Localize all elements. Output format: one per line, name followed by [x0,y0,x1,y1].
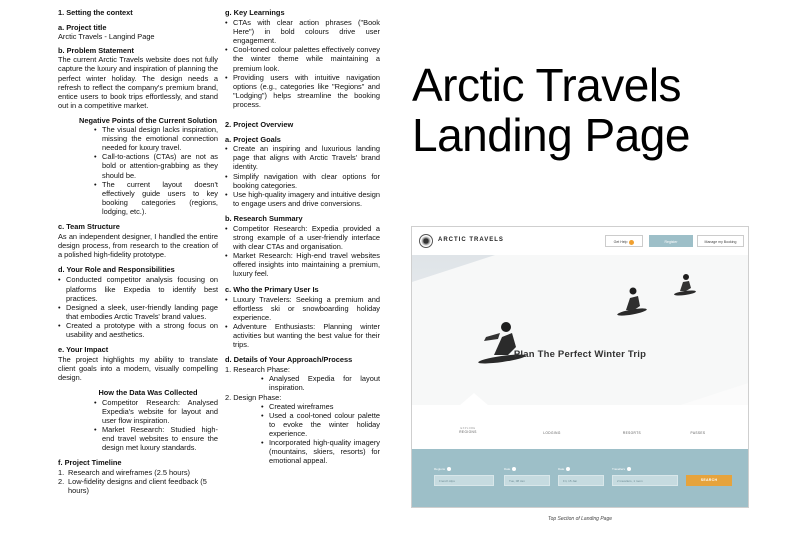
list-item: • Used a cool-toned colour palette to evoke the winter holiday experience. [261,411,380,438]
info-icon [566,467,570,471]
get-help-button[interactable]: Get Help [605,235,643,247]
landing-page-mockup [411,226,749,508]
negative-points-list [94,125,218,216]
timeline-heading: f. Project Timeline [58,458,122,468]
timeline-list [58,468,218,495]
role-list [58,275,218,339]
primary-user-list [225,295,380,350]
project-goals-list [225,144,380,208]
brand-logo-icon [419,234,433,248]
key-learnings-list [225,18,380,109]
list-item: • Created wireframes [261,402,380,411]
page-title-line-2: Landing Page [412,109,690,161]
list-item: • Adventure Enthusiasts: Planning winter activities but wanting the best value for their trips. [225,322,380,349]
negative-points-heading: Negative Points of the Current Solution [79,115,217,125]
section-2-heading: 2. Project Overview [225,120,294,130]
list-item: • Designed a sleek, user-friendly landing page that embodies Arctic Travels' brand values. [58,303,218,321]
snowboarder-figure-3 [670,269,700,299]
list-item: 2. Low-fidelity designs and client feedback (5 hours) [58,477,207,496]
date-from-input[interactable]: Tue, 08 Jan [504,475,550,486]
search-bar [412,449,748,508]
manage-booking-button[interactable]: Manage my Booking [697,235,744,247]
list-item: • Competitor Research: Expedia provided a strong example of a user-friendly interface with clear CTAs and organisation. [225,224,380,251]
impact-heading: e. Your Impact [58,345,109,355]
hero-image [412,255,748,405]
list-item: • Providing users with intuitive navigation options (e.g., categories like "Regions" and "Lodging") helps streamline the booking process. [225,73,380,109]
list-item: • Competitor Research: Analysed Expedia's website for layout and user flow inspiration. [94,398,218,425]
mockup-caption: Top Section of Landing Page [547,516,613,522]
travellers-input[interactable]: 2 travellers, 1 room [612,475,678,486]
research-phase-label: 1. Research Phase: [225,365,290,375]
approach-heading: d. Details of Your Approach/Process [225,355,353,365]
list-item: • Incorporated high-quality imagery (mountains, skiers, resorts) for emotional appeal. [261,438,380,465]
brand-name: ARCTIC TRAVELS [438,237,504,243]
date-to-input[interactable]: Fri, 15 Jan [558,475,604,486]
tab-regions[interactable]: EXPLORE REGIONS [459,427,477,434]
page-title-line-1: Arctic Travels [412,59,682,111]
list-item: • Use high-quality imagery and intuitive design to engage users and drive conversions. [225,190,380,208]
chat-icon [629,240,634,245]
role-heading: d. Your Role and Responsibilities [58,265,175,275]
section-1-heading: 1. Setting the context [58,8,133,17]
list-item: • The current layout doesn't effectively guide users to key booking categories (regions, lodging, etc.). [94,180,218,216]
design-phase-label: 2. Design Phase: [225,392,282,402]
list-item: • CTAs with clear action phrases ("Book Here") in bold colours drive user engagement. [225,18,380,45]
key-learnings-heading: g. Key Learnings [225,8,285,17]
team-structure-heading: c. Team Structure [58,221,120,231]
list-item: • Cool-toned colour palettes effectively convey the winter theme while maintaining a premium look. [225,45,380,72]
primary-user-heading: c. Who the Primary User Is [225,284,319,294]
search-button[interactable]: SEARCH [686,475,732,486]
list-item: • The visual design lacks inspiration, missing the emotional connection needed for luxury travel. [94,125,218,152]
list-item: • Market Research: Studied high-end travel websites to ensure the design met luxury standards. [94,425,218,452]
project-goals-heading: a. Project Goals [225,135,281,145]
list-item: • Call-to-actions (CTAs) are not as bold or attention-grabbing as they should be. [94,152,218,179]
tab-lodging[interactable]: LODGING [543,431,561,435]
regions-label: Regions [434,467,451,471]
list-item: • Luxury Travelers: Seeking a premium and effortless ski or snowboarding holiday experience. [225,295,380,322]
category-tabs [412,405,748,449]
page-title [412,60,792,160]
project-title-heading: a. Project title [58,23,107,33]
list-item: • Create an inspiring and luxurious landing page that aligns with Arctic Travels' brand identity. [225,144,380,171]
register-button[interactable]: Register [649,235,693,247]
date-from-label: Date [504,467,516,471]
list-item: • Created a prototype with a strong focus on usability and aesthetics. [58,321,218,339]
list-item: • Conducted competitor analysis focusing on platforms like Expedia to identify best practices. [58,275,218,302]
middle-column [225,8,380,465]
date-to-label: Date [558,467,570,471]
travellers-label: Travellers [612,467,631,471]
mockup-navbar [412,227,748,255]
tab-resorts[interactable]: RESORTS [622,431,642,435]
tab-passes[interactable]: PASSES [690,431,706,435]
regions-input[interactable]: French Alps [434,475,494,486]
list-item: • Market Research: High-end travel websites offered insights into maintaining a premium, luxury feel. [225,251,380,278]
hero-title: Plan The Perfect Winter Trip [513,349,647,360]
problem-statement-heading: b. Problem Statement [58,46,134,56]
research-summary-heading: b. Research Summary [225,213,303,223]
impact-text: The project highlights my ability to translate client goals into a modern, visually compelling design. [58,355,218,383]
list-item: • Analysed Expedia for layout inspiration. [261,374,380,392]
list-item: • Simplify navigation with clear options for booking categories. [225,172,380,190]
research-phase-list [261,374,380,392]
problem-statement-text: The current Arctic Travels website does not fully capture the luxury and inspiration of planning the perfect winter holiday. The design needs a refresh to reflect the company's premium brand, entice users to book trips effortlessly, and stand out in a competitive market. [58,55,218,110]
left-column [58,8,218,496]
snowboarder-figure-2 [612,280,652,320]
tab-indicator [460,393,488,405]
data-collected-list [94,398,218,453]
info-icon [627,467,631,471]
design-phase-list [261,402,380,466]
team-structure-text: As an independent designer, I handled the entire design process, from research to the creation of a polished high-fidelity prototype. [58,232,218,260]
data-collected-heading: How the Data Was Collected [98,388,198,398]
info-icon [447,467,451,471]
list-item: 1. Research and wireframes (2.5 hours) [58,468,190,478]
project-title-text: Arctic Travels - Langind Page [58,32,155,42]
info-icon [512,467,516,471]
research-summary-list [225,224,380,279]
